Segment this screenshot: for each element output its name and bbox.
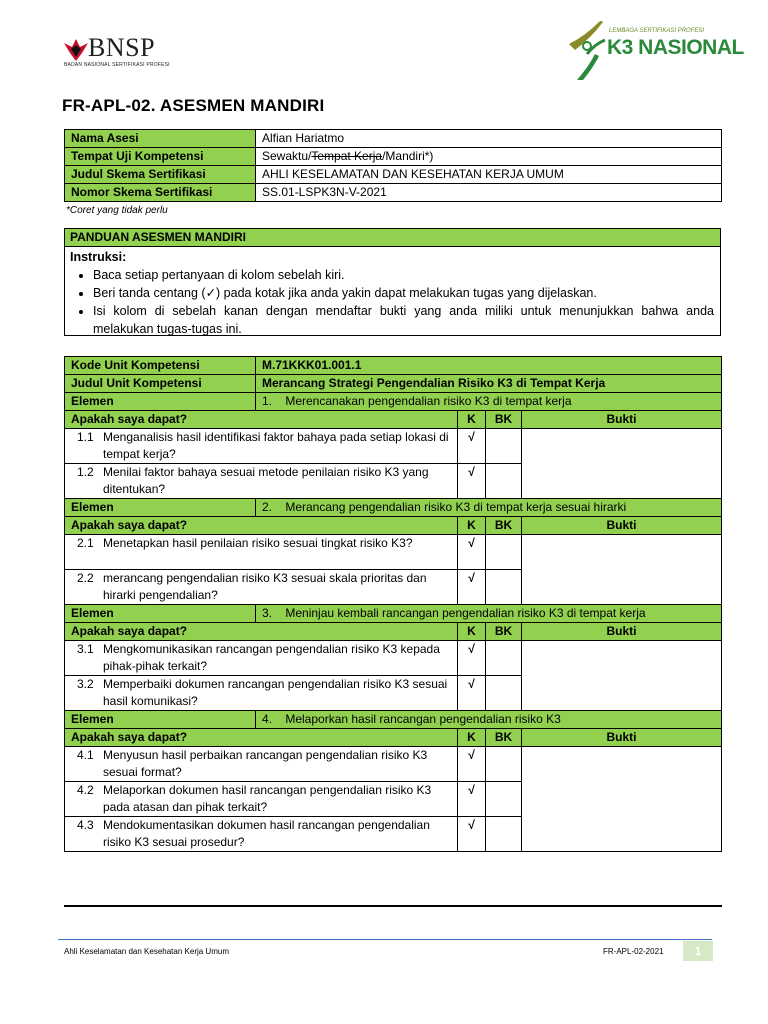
unit-title-label: Judul Unit Kompetensi [65,375,256,393]
bk-checkbox[interactable] [486,464,522,499]
info-value: SS.01-LSPK3N-V-2021 [256,184,722,202]
question-row [65,747,722,782]
info-value: Alfian Hariatmo [256,130,722,148]
bnsp-subtitle: BADAN NASIONAL SERTIFIKASI PROFESI [64,62,170,68]
question-number: 3.2 [77,677,94,691]
k-header: K [458,517,486,535]
question-text [71,782,451,816]
unit-title-row [65,375,722,393]
question-header-row [65,517,722,535]
element-label: Elemen [65,711,256,729]
question-text [71,641,451,675]
question-text [71,535,451,552]
option-text: /Mandiri*) [382,149,434,163]
question-text [71,676,451,710]
question-number: 4.1 [77,748,94,762]
bukti-cell[interactable] [522,747,722,852]
question-body: Menilai faktor bahaya sesuai metode penilaian risiko K3 yang ditentukan? [103,465,429,496]
guide-heading: PANDUAN ASESMEN MANDIRI [65,229,720,247]
element-row [65,711,722,729]
question-body: Memperbaiki dokumen rancangan pengendalian risiko K3 sesuai hasil komunikasi? [103,677,448,708]
question-header-row [65,623,722,641]
info-value: AHLI KESELAMATAN DAN KESEHATAN KERJA UMUM [256,166,722,184]
struck-option-text: Tempat Kerja [311,149,383,163]
info-label: Nama Asesi [65,130,256,148]
k-checkbox[interactable]: √ [458,429,486,464]
k-header: K [458,729,486,747]
info-row-tempat [65,148,722,166]
info-value [256,148,722,166]
k-checkbox[interactable]: √ [458,535,486,570]
element-row [65,499,722,517]
info-row-judul-skema [65,166,722,184]
k-header: K [458,411,486,429]
k-header: K [458,623,486,641]
question-cell [65,676,458,711]
k-checkbox[interactable]: √ [458,817,486,852]
element-title: 4. Melaporkan hasil rancangan pengendalian risiko K3 [256,711,722,729]
question-cell [65,747,458,782]
info-label: Nomor Skema Sertifikasi [65,184,256,202]
k-checkbox[interactable]: √ [458,570,486,605]
question-number: 1.2 [77,465,94,479]
page-number: 1 [683,941,713,961]
instruction-item: • Baca setiap pertanyaan di kolom sebelah kiri. [93,266,714,284]
question-cell [65,641,458,676]
question-cell [65,429,458,464]
bukti-header: Bukti [522,729,722,747]
guide-box [64,228,721,336]
k3-logo-wordmark: K3 NASIONAL [607,36,744,59]
bk-header: BK [486,517,522,535]
question-header-row [65,411,722,429]
bukti-cell[interactable] [522,535,722,605]
bottom-divider [64,905,722,907]
k3-nasional-logo [565,14,744,84]
bk-checkbox[interactable] [486,535,522,570]
question-text [71,817,451,851]
bk-checkbox[interactable] [486,570,522,605]
bk-checkbox[interactable] [486,817,522,852]
question-cell [65,817,458,852]
bk-header: BK [486,411,522,429]
element-title: 3. Meninjau kembali rancangan pengendalian risiko K3 di tempat kerja [256,605,722,623]
question-body: Melaporkan dokumen hasil rancangan pengendalian risiko K3 pada atasan dan pihak terkait? [103,783,432,814]
bukti-cell[interactable] [522,429,722,499]
info-row-nomor-skema [65,184,722,202]
element-label: Elemen [65,605,256,623]
competency-unit-table [64,356,722,852]
question-text [71,570,451,604]
element-label: Elemen [65,393,256,411]
k-checkbox[interactable]: √ [458,747,486,782]
footer-form-code: FR-APL-02-2021 [603,947,664,956]
bnsp-wordmark: BNSP [88,33,156,62]
question-body: Menetapkan hasil penilaian risiko sesuai tingkat risiko K3? [103,536,413,550]
bukti-header: Bukti [522,411,722,429]
unit-table-body [65,357,722,852]
element-row [65,393,722,411]
question-cell [65,535,458,570]
question-number: 2.1 [77,536,94,550]
bk-header: BK [486,729,522,747]
question-text [71,747,451,781]
question-row [65,641,722,676]
question-header: Apakah saya dapat? [65,729,458,747]
bk-checkbox[interactable] [486,747,522,782]
question-header: Apakah saya dapat? [65,411,458,429]
instruction-title: Instruksi: [70,250,127,264]
info-label: Tempat Uji Kompetensi [65,148,256,166]
info-label: Judul Skema Sertifikasi [65,166,256,184]
k-checkbox[interactable]: √ [458,641,486,676]
element-title: 1. Merencanakan pengendalian risiko K3 di tempat kerja [256,393,722,411]
bk-header: BK [486,623,522,641]
question-cell [65,570,458,605]
instruction-item: • Isi kolom di sebelah kanan dengan mendaftar bukti yang anda miliki untuk menunjukkan bahwa anda melakukan tugas-tugas ini. [93,302,714,338]
bk-checkbox[interactable] [486,676,522,711]
unit-code-value: M.71KKK01.001.1 [256,357,722,375]
info-row-nama [65,130,722,148]
footer-scheme-name: Ahli Keselamatan dan Kesehatan Kerja Umum [64,947,229,956]
element-title: 2. Merancang pengendalian risiko K3 di tempat kerja sesuai hirarki [256,499,722,517]
strike-note: *Coret yang tidak perlu [66,205,168,216]
question-number: 3.1 [77,642,94,656]
question-number: 2.2 [77,571,94,585]
unit-code-row [65,357,722,375]
footer-divider [58,939,712,940]
question-text [71,464,451,498]
bk-checkbox[interactable] [486,429,522,464]
question-number: 4.3 [77,818,94,832]
question-body: Mengkomunikasikan rancangan pengendalian risiko K3 kepada pihak-pihak terkait? [103,642,440,673]
bukti-cell[interactable] [522,641,722,711]
question-text [71,429,451,463]
question-header-row [65,729,722,747]
k-checkbox[interactable]: √ [458,782,486,817]
bukti-header: Bukti [522,517,722,535]
question-body: Mendokumentasikan dokumen hasil rancangan pengendalian risiko K3 sesuai prosedur? [103,818,430,849]
element-label: Elemen [65,499,256,517]
question-cell [65,782,458,817]
question-body: merancang pengendalian risiko K3 sesuai skala prioritas dan hirarki pengendalian? [103,571,427,602]
bk-checkbox[interactable] [486,641,522,676]
garuda-icon [62,37,90,63]
option-text: Sewaktu/ [262,149,312,163]
question-row [65,429,722,464]
question-body: Menganalisis hasil identifikasi faktor bahaya pada setiap lokasi di tempat kerja? [103,430,449,461]
question-header: Apakah saya dapat? [65,517,458,535]
instruction-list [65,266,720,338]
question-cell [65,464,458,499]
question-row [65,535,722,570]
unit-title-value: Merancang Strategi Pengendalian Risiko K3 di Tempat Kerja [256,375,722,393]
k-checkbox[interactable]: √ [458,464,486,499]
question-body: Menyusun hasil perbaikan rancangan pengendalian risiko K3 sesuai format? [103,748,428,779]
bukti-header: Bukti [522,623,722,641]
element-row [65,605,722,623]
document-title: FR-APL-02. ASESMEN MANDIRI [62,96,325,115]
question-number: 4.2 [77,783,94,797]
question-header: Apakah saya dapat? [65,623,458,641]
bnsp-logo [62,33,172,73]
question-number: 1.1 [77,430,94,444]
instruction-item: • Beri tanda centang (✓) pada kotak jika anda yakin dapat melakukan tugas yang dijelaskan. [93,284,714,302]
k-checkbox[interactable]: √ [458,676,486,711]
assessee-info-table [64,129,722,202]
bk-checkbox[interactable] [486,782,522,817]
unit-code-label: Kode Unit Kompetensi [65,357,256,375]
k3-logo-tagline: LEMBAGA SERTIFIKASI PROFESI [609,28,705,34]
